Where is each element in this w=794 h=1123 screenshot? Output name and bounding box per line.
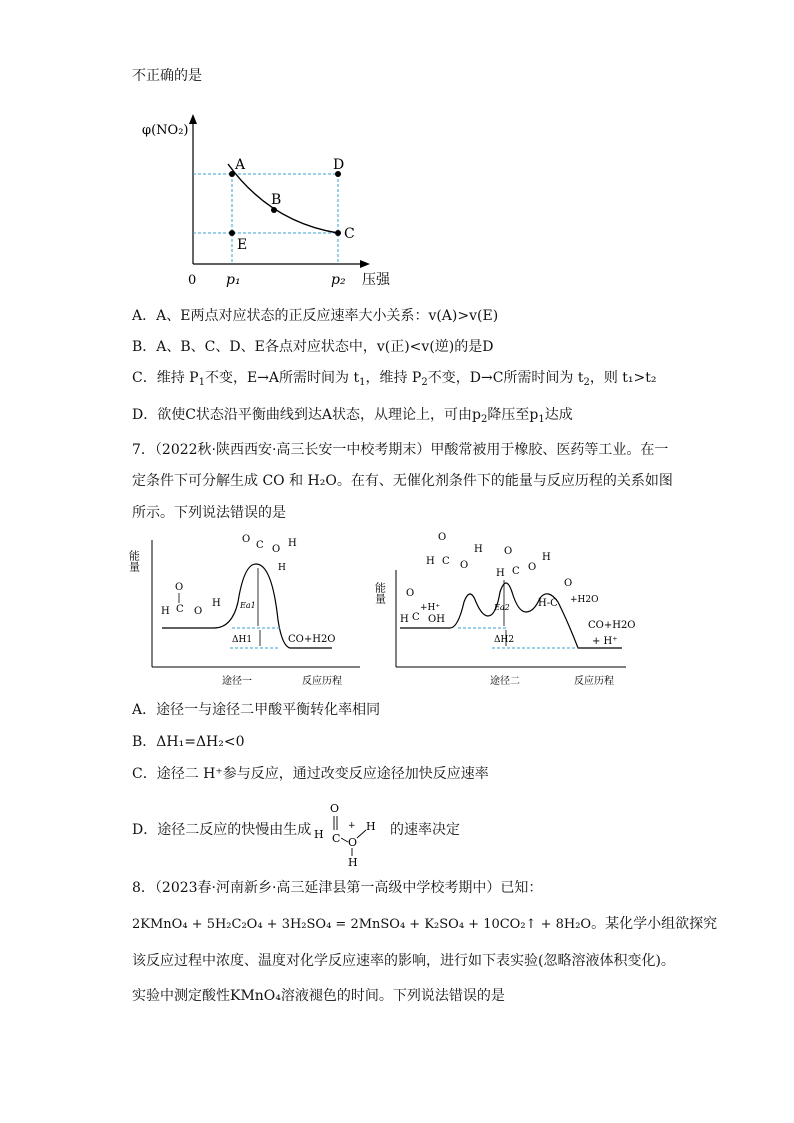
svg-text:OH: OH [428, 614, 445, 625]
svg-text:C: C [332, 832, 341, 845]
svg-text:CO+H2O: CO+H2O [288, 634, 336, 645]
svg-text:C: C [512, 566, 520, 577]
svg-text:O: O [406, 588, 415, 599]
svg-text:O: O [564, 578, 573, 589]
svg-text:+H2O: +H2O [570, 595, 599, 605]
svg-text:+H⁺: +H⁺ [420, 603, 441, 613]
svg-text:H: H [314, 828, 324, 841]
protonated-formic-acid-structure [312, 798, 392, 868]
svg-text:O: O [528, 562, 537, 573]
q7-option-d-suffix: 的速率决定 [390, 822, 460, 838]
q7-line3: 所示。下列说法错误的是 [132, 505, 286, 521]
energy-diagram-path1 [127, 530, 362, 690]
svg-text:H: H [212, 598, 221, 609]
graph1-x2: p₂ [331, 272, 346, 288]
svg-text:H: H [426, 556, 435, 567]
svg-text:Ea2: Ea2 [494, 603, 510, 612]
q6-option-b: B．A、B、C、D、E各点对应状态中，v(正)<v(逆)的是D [132, 339, 494, 355]
svg-text:O: O [272, 544, 281, 555]
label-e: E [237, 237, 248, 253]
label-d: D [333, 157, 345, 173]
svg-text:H: H [348, 856, 358, 869]
label-b: B [271, 192, 282, 208]
q8-line3: 该反应过程中浓度、温度对化学反应速率的影响，进行如下表实验(忽略溶液体积变化)。 [132, 953, 675, 969]
svg-text:H: H [542, 552, 551, 563]
pressure-graph [140, 112, 440, 302]
svg-text:ΔH1: ΔH1 [232, 635, 253, 645]
svg-text:C: C [256, 540, 264, 551]
q7-option-c: C．途径二 H⁺参与反应，通过改变反应途径加快反应速率 [132, 766, 489, 782]
svg-text:H: H [161, 606, 170, 617]
q6-option-d: D．欲使C状态沿平衡曲线到达A状态，从理论上，可由$p_2$降压至$p_1$达成 [132, 407, 573, 425]
q6-option-a: A．A、E两点对应状态的正反应速率大小关系：v(A)>v(E) [132, 308, 499, 324]
energy-diagram-path2 [373, 530, 638, 690]
svg-text:反应历程: 反应历程 [302, 676, 342, 687]
svg-text:O: O [194, 606, 203, 617]
q7-option-a: A．途径一与途径二甲酸平衡转化率相同 [132, 702, 381, 718]
svg-text:ΔH2: ΔH2 [494, 635, 515, 645]
svg-text:H-C: H-C [538, 598, 558, 609]
graph1-ylabel: φ(NO₂) [142, 123, 189, 138]
q6-option-c: C．维持 $P_1$不变，E→A所需时间为 $t_1$，维持 $P_2$不变，D→C所需时间为 $t_2$，则 t₁>t₂ [132, 370, 657, 388]
point-e [229, 230, 235, 236]
graph1-origin: 0 [188, 273, 197, 288]
svg-text:O: O [348, 836, 358, 849]
chart2-ylabel: 能量 [373, 582, 387, 604]
svg-text:O: O [330, 802, 340, 815]
q7-option-b: B．ΔH₁=ΔH₂<0 [132, 734, 245, 750]
graph1-xlabel: 压强 [362, 272, 390, 288]
svg-text:途径一: 途径一 [222, 676, 252, 687]
svg-text:+ H⁺: + H⁺ [592, 636, 618, 647]
svg-text:H: H [288, 538, 297, 549]
svg-text:H: H [496, 568, 505, 579]
svg-text:C: C [442, 556, 450, 567]
label-a: A [235, 157, 246, 173]
svg-text:H: H [400, 614, 409, 625]
svg-text:C: C [176, 604, 184, 615]
svg-text:O: O [438, 532, 447, 543]
svg-text:O: O [175, 582, 184, 593]
graph1-x1: p₁ [226, 272, 241, 288]
svg-text:H: H [474, 544, 483, 555]
q8-line1: 8．（2023春·河南新乡·高三延津县第一高级中学校考期中）已知： [132, 880, 543, 896]
q7-line1: 7．（2022秋·陕西西安·高三长安一中校考期末）甲酸常被用于橡胶、医药等工业。在一 [132, 442, 669, 458]
svg-text:H: H [278, 563, 286, 573]
q7-option-d: D．途径二反应的快慢由生成 [132, 822, 312, 838]
label-c: C [344, 226, 355, 242]
point-c [335, 230, 341, 236]
svg-text:Ea1: Ea1 [240, 601, 256, 610]
svg-text:H: H [366, 820, 376, 833]
svg-text:途径二: 途径二 [490, 676, 520, 687]
svg-text:O: O [242, 534, 251, 545]
svg-text:反应历程: 反应历程 [574, 676, 614, 687]
svg-text:O: O [504, 546, 513, 557]
svg-text:O: O [460, 560, 469, 571]
q8-equation: 2KMnO₄ + 5H₂C₂O₄ + 3H₂SO₄ = 2MnSO₄ + K₂SO₄ + 10CO₂↑ + 8H₂O。某化学小组欲探究 [132, 916, 718, 932]
svg-text:+: + [348, 821, 356, 831]
q8-line4: 实验中测定酸性KMnO₄溶液褪色的时间。下列说法错误的是 [132, 988, 505, 1004]
svg-text:C: C [412, 612, 420, 623]
q7-line2: 定条件下可分解生成 CO 和 H₂O。在有、无催化剂条件下的能量与反应历程的关系如图 [132, 473, 673, 489]
intro-text: 不正确的是 [132, 68, 202, 84]
svg-text:CO+H2O: CO+H2O [588, 620, 636, 631]
chart1-ylabel: 能量 [127, 550, 141, 572]
